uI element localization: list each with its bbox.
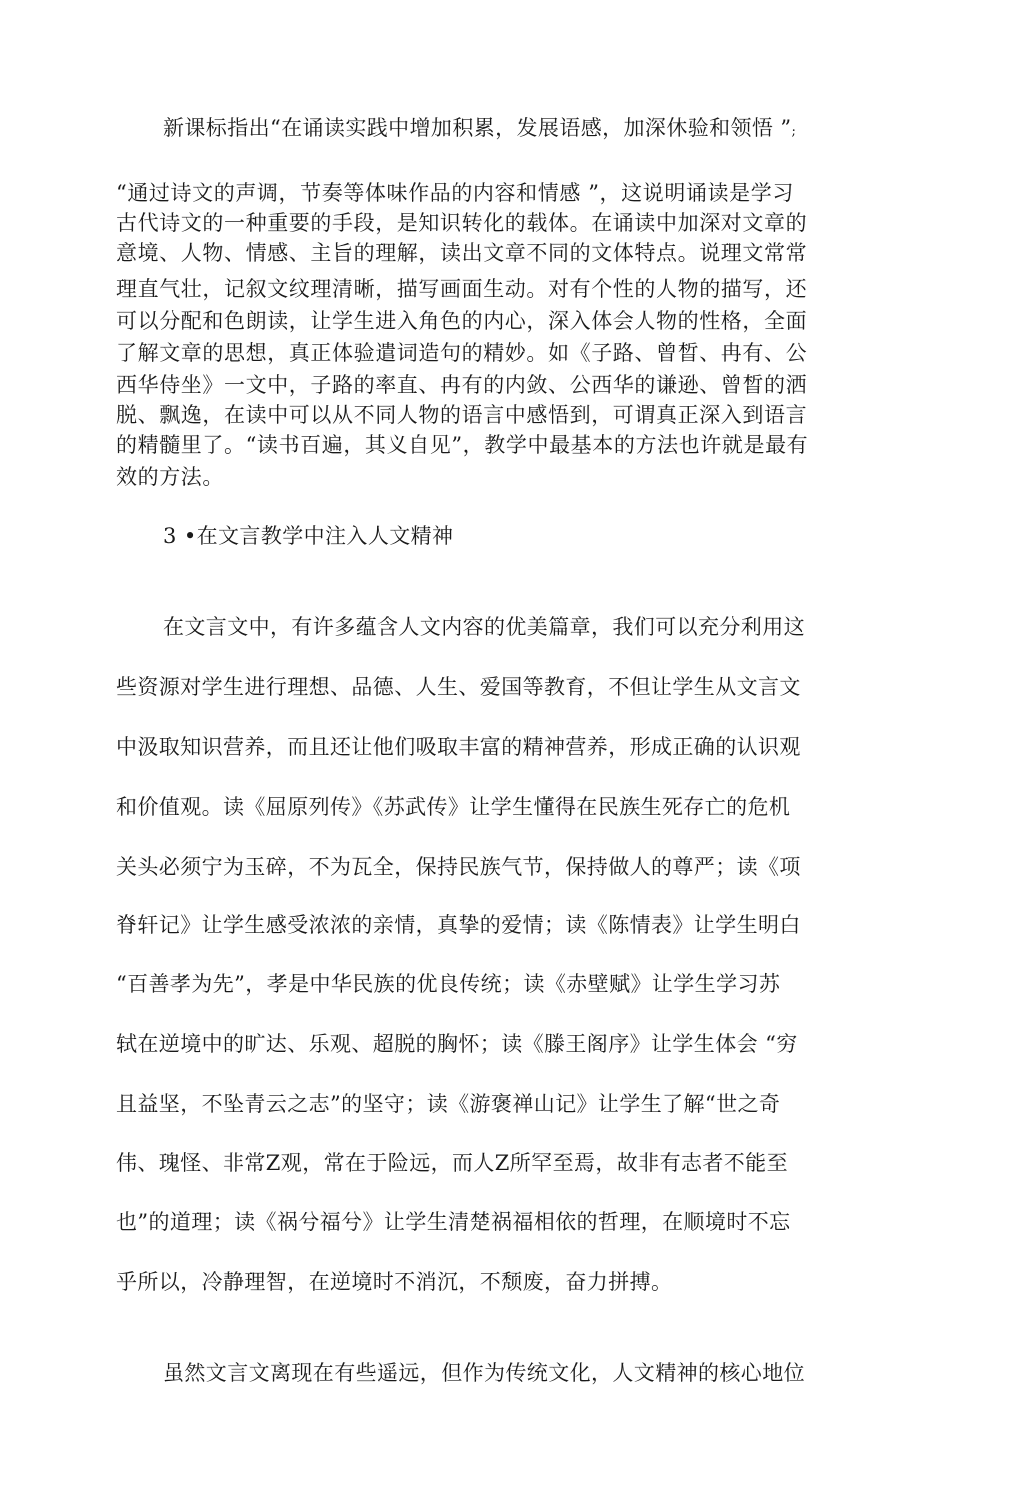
paragraph-3-line: 伟、瑰怪、非常Z观，常在于险远，而人Z所罕至焉，故非有志者不能至 xyxy=(116,1151,788,1175)
paragraph-2-line: 可以分配和色朗读，让学生进入角色的内心，深入体会人物的性格，全面 xyxy=(116,309,808,333)
paragraph-1-text: 新课标指出“在诵读实践中增加积累，发展语感，加深休验和领悟 ” xyxy=(163,116,792,140)
paragraph-3-line: 也”的道理；读《祸兮福兮》让学生清楚祸福相依的哲理，在顺境时不忘 xyxy=(116,1210,791,1234)
paragraph-3-line: 中汲取知识营养，而且还让他们吸取丰富的精神营养，形成正确的认识观 xyxy=(116,735,801,759)
paragraph-2-line: 效的方法。 xyxy=(116,465,224,489)
paragraph-1 xyxy=(163,118,796,139)
paragraph-2-line: 脱、飘逸，在读中可以从不同人物的语言中感悟到，可谓真正深入到语言 xyxy=(116,403,808,427)
paragraph-3-line: 且益坚，不坠青云之志”的坚守；读《游褒禅山记》让学生了解“世之奇 xyxy=(116,1092,781,1116)
paragraph-2-line: “通过诗文的声调，节奏等体味作品的内容和情感 ”，这说明诵读是学习 xyxy=(116,181,794,205)
paragraph-2-line: 的精髓里了。“读书百遍，其义自见”，教学中最基本的方法也许就是最有 xyxy=(116,433,809,457)
paragraph-3-line: 和价值观。读《屈原列传》《苏武传》让学生懂得在民族生死存亡的危机 xyxy=(116,795,791,819)
paragraph-3-line: 脊轩记》让学生感受浓浓的亲情，真挚的爱情；读《陈情表》让学生明白 xyxy=(116,913,801,937)
paragraph-1-tail: ; xyxy=(791,124,797,139)
paragraph-2-line: 意境、人物、情感、主旨的理解，读出文章不同的文体特点。说理文常常 xyxy=(116,241,808,265)
paragraph-3-line: 在文言文中，有许多蕴含人文内容的优美篇章，我们可以充分利用这 xyxy=(163,615,805,639)
paragraph-3-line: 些资源对学生进行理想、品德、人生、爱国等教育，不但让学生从文言文 xyxy=(116,675,801,699)
paragraph-3-line: 关头必须宁为玉碎，不为瓦全，保持民族气节，保持做人的尊严；读《项 xyxy=(116,855,801,879)
section-heading: 3 •在文言教学中注入人文精神 xyxy=(163,524,454,548)
paragraph-3-line: 轼在逆境中的旷达、乐观、超脱的胸怀；读《滕王阁序》让学生体会 “穷 xyxy=(116,1032,798,1056)
paragraph-2-line: 西华侍坐》一文中，子路的率直、冉有的内敛、公西华的谦逊、曾晳的洒 xyxy=(116,373,808,397)
paragraph-4: 虽然文言文离现在有些遥远，但作为传统文化，人文精神的核心地位 xyxy=(163,1361,805,1385)
paragraph-3-line: 乎所以，冷静理智，在逆境时不消沉，不颓废，奋力拼搏。 xyxy=(116,1270,673,1294)
paragraph-2-line: 了解文章的思想，真正体验遣词造句的精妙。如《子路、曾晳、冉有、公 xyxy=(116,341,808,365)
paragraph-3-line: “百善孝为先”，孝是中华民族的优良传统；读《赤壁赋》让学生学习苏 xyxy=(116,972,781,996)
paragraph-2-line: 理直气壮，记叙文纹理清晰，描写画面生动。对有个性的人物的描写，还 xyxy=(116,277,808,301)
paragraph-2-line: 古代诗文的一种重要的手段，是知识转化的载体。在诵读中加深对文章的 xyxy=(116,211,808,235)
